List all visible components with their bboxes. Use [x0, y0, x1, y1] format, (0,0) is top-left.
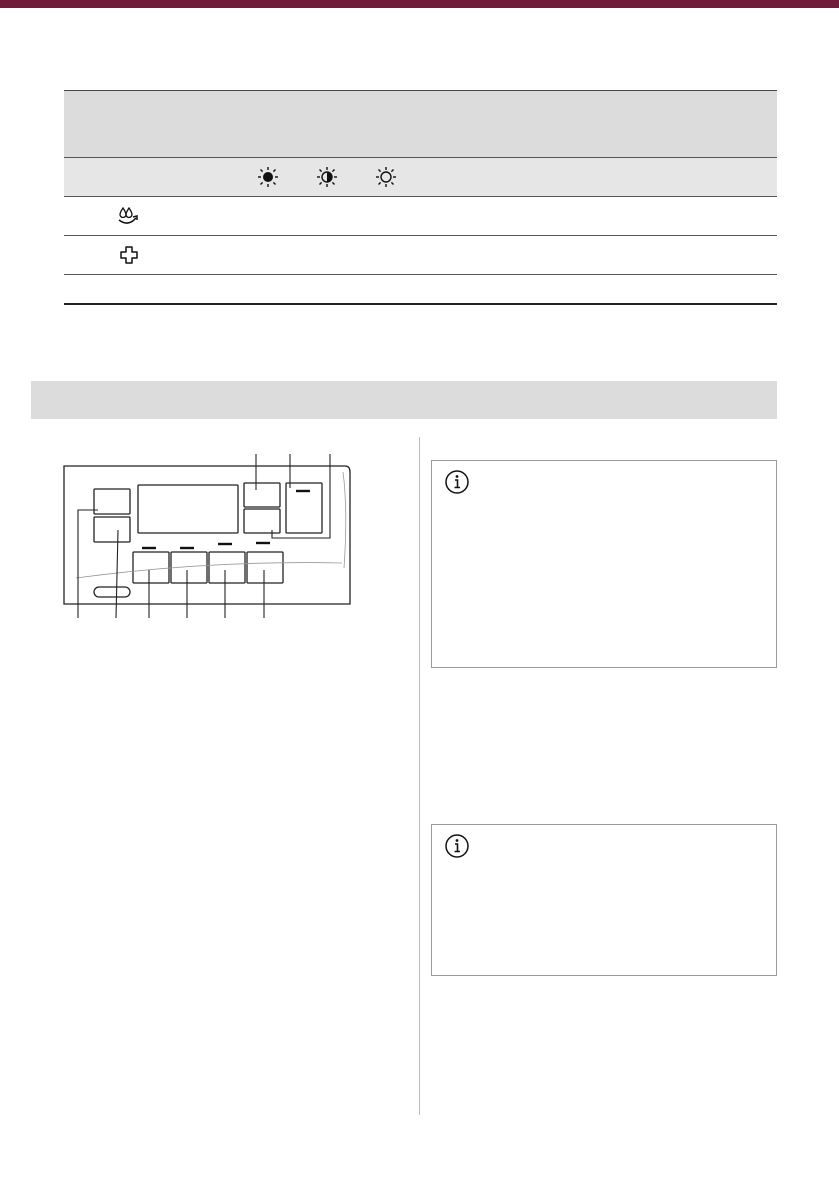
cross-outline-icon: [119, 245, 139, 265]
page-top-accent-bar: [0, 0, 839, 8]
sun-full-icon: [257, 166, 279, 188]
table-row: [64, 236, 777, 275]
program-table: [64, 90, 777, 305]
info-note: [431, 460, 777, 668]
water-drop-arrow-icon: [116, 205, 142, 227]
section-header-bar: [31, 381, 777, 419]
table-row: [64, 197, 777, 236]
info-note: [431, 824, 777, 976]
info-icon: [444, 469, 470, 495]
info-icon: [444, 833, 470, 859]
control-panel-diagram: [50, 450, 370, 630]
table-row: [64, 275, 777, 305]
sun-half-icon: [316, 166, 338, 188]
column-divider: [419, 437, 420, 1115]
table-subheader: [64, 157, 777, 197]
sun-outline-icon: [375, 166, 397, 188]
table-header: [64, 90, 777, 157]
